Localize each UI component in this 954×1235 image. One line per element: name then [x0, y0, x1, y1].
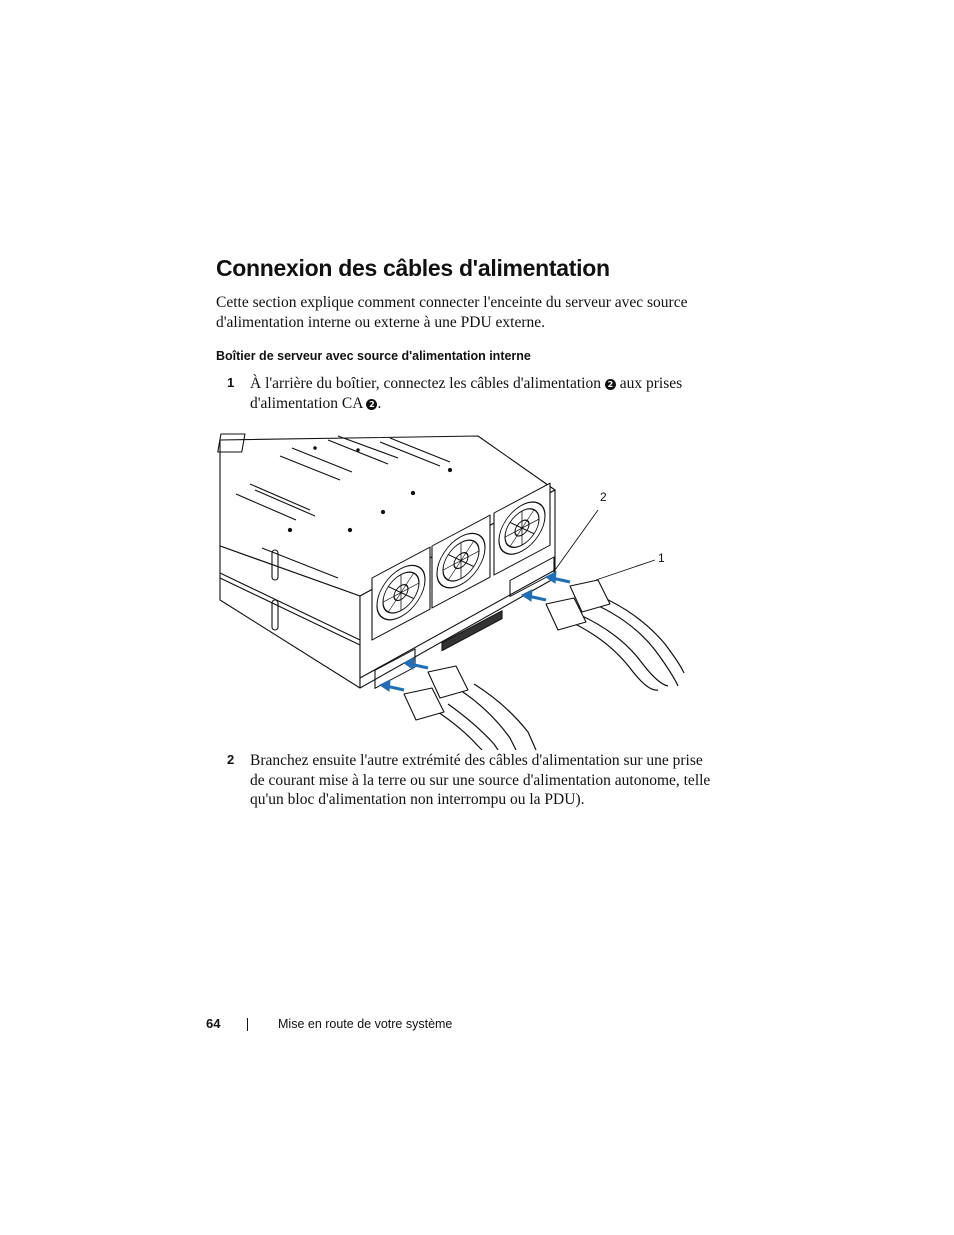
- footer-divider: [247, 1018, 248, 1031]
- power-cable-illustration: [210, 428, 690, 750]
- section-heading: Connexion des câbles d'alimentation: [216, 255, 610, 281]
- step-text: À l'arrière du boîtier, connectez les câbles d'alimentation 2 aux prises d'alimentation CA 2 .: [250, 375, 683, 412]
- step-number: 1: [227, 375, 235, 390]
- server-chassis-drawing: [210, 428, 690, 750]
- intro-paragraph: Cette section explique comment connecter l'enceinte du serveur avec source d'alimentation interne ou externe à une PDU externe.: [216, 294, 688, 331]
- callout-label-2: 2: [600, 490, 607, 504]
- step-text: Branchez ensuite l'autre extrémité des câbles d'alimentation sur une prise de courant mise à la terre ou sur une source d'alimentation autonome, telle qu'un bloc d'alimentation non interrompu ou la PDU).: [250, 752, 711, 808]
- running-footer: Mise en route de votre système: [278, 1017, 453, 1031]
- callout-label-1: 1: [658, 551, 665, 565]
- callout-marker: 2: [605, 379, 616, 390]
- page-number: 64: [206, 1016, 221, 1031]
- step-number: 2: [227, 752, 235, 767]
- subsection-heading: Boîtier de serveur avec source d'alimentation interne: [216, 349, 531, 363]
- callout-marker: 2: [366, 399, 377, 410]
